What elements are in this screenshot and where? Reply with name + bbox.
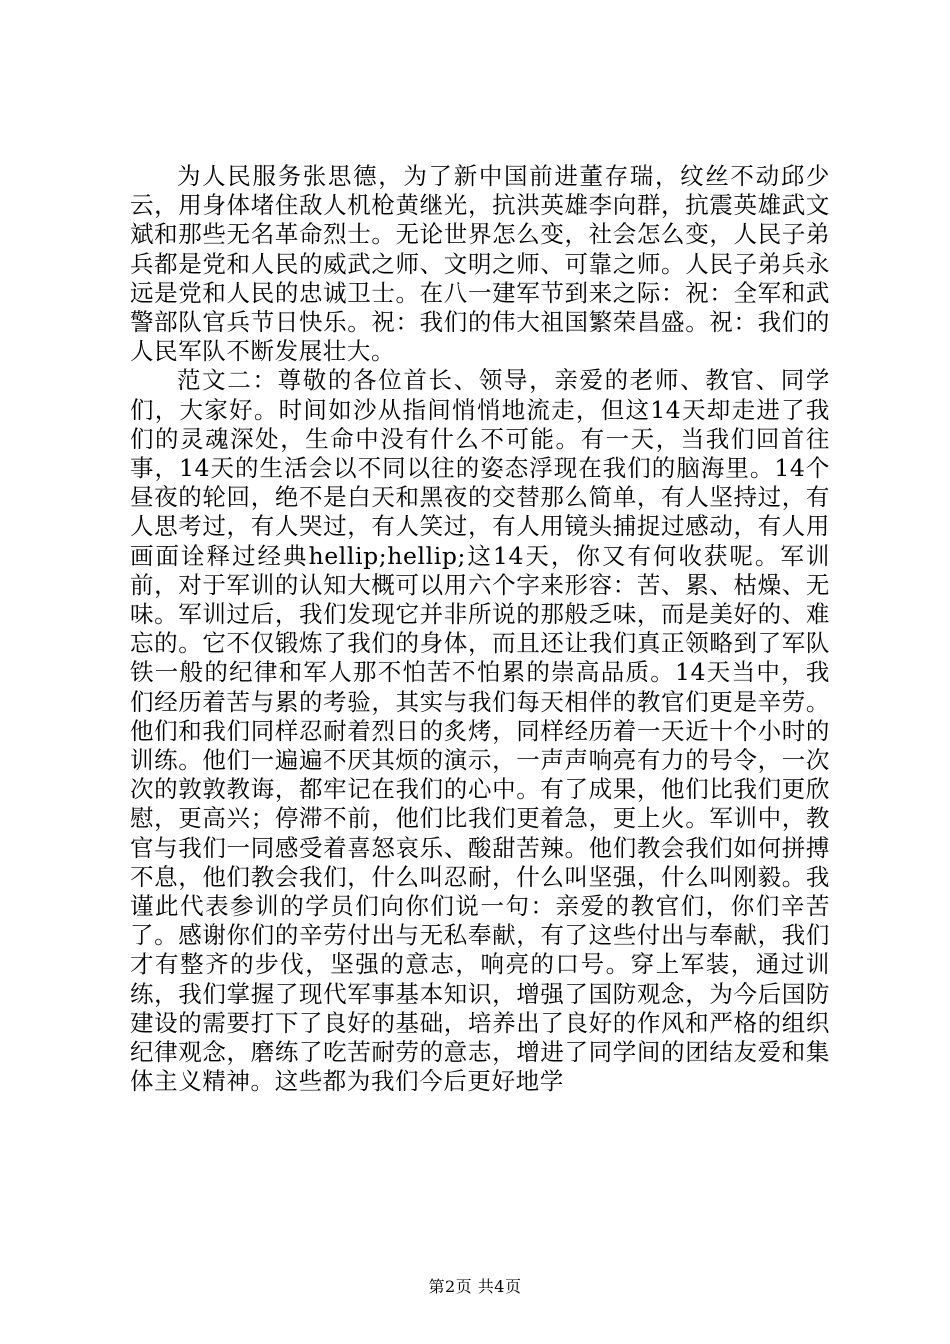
document-body — [130, 162, 830, 1097]
paragraph-tribute: 为人民服务张思德，为了新中国前进董存瑞，纹丝不动邱少云，用身体堵住敌人机枪黄继光，抗洪英雄李向群，抗震英雄武文斌和那些无名革命烈士。无论世界怎么变，社会怎么变，人民子弟兵都是党和人民的威武之师、文明之师、可靠之师。人民子弟兵永远是党和人民的忠诚卫士。在八一建军节到来之际：祝：全军和武警部队官兵节日快乐。祝：我们的伟大祖国繁荣昌盛。祝：我们的人民军队不断发展壮大。 — [130, 162, 830, 366]
page-number-footer: 第2页 共4页 — [428, 1277, 522, 1296]
paragraph-sample-two: 范文二：尊敬的各位首长、领导，亲爱的老师、教官、同学们，大家好。时间如沙从指间悄悄地流走，但这14天却走进了我们的灵魂深处，生命中没有什么不可能。有一天，当我们回首往事，14天的生活会以不同以往的姿态浮现在我们的脑海里。14个昼夜的轮回，绝不是白天和黑夜的交替那么简单，有人坚持过，有人思考过，有人哭过，有人笑过，有人用镜头捕捉过感动，有人用画面诠释过经典hellip;hellip;这14天，你又有何收获呢。军训前，对于军训的认知大概可以用六个字来形容：苦、累、枯燥、无味。军训过后，我们发现它并非所说的那般乏味，而是美好的、难忘的。它不仅锻炼了我们的身体，而且还让我们真正领略到了军队铁一般的纪律和军人那不怕苦不怕累的崇高品质。14天当中，我们经历着苦与累的考验，其实与我们每天相伴的教官们更是辛劳。他们和我们同样忍耐着烈日的炙烤，同样经历着一天近十个小时的训练。他们一遍遍不厌其烦的演示，一声声响亮有力的号令，一次次的敦敦教诲，都牢记在我们的心中。有了成果，他们比我们更欣慰，更高兴；停滞不前，他们比我们更着急，更上火。军训中，教官与我们一同感受着喜怒哀乐、酸甜苦辣。他们教会我们如何拼搏不息，他们教会我们，什么叫忍耐，什么叫坚强，什么叫刚毅。我谨此代表参训的学员们向你们说一句：亲爱的教官们，你们辛苦了。感谢你们的辛劳付出与无私奉献，有了这些付出与奉献，我们才有整齐的步伐，坚强的意志，响亮的口号。穿上军装，通过训练，我们掌握了现代军事基本知识，增强了国防观念，为今后国防建设的需要打下了良好的基础，培养出了良好的作风和严格的组织纪律观念，磨练了吃苦耐劳的意志，增进了同学间的团结友爱和集体主义精神。这些都为我们今后更好地学 — [130, 366, 830, 1096]
